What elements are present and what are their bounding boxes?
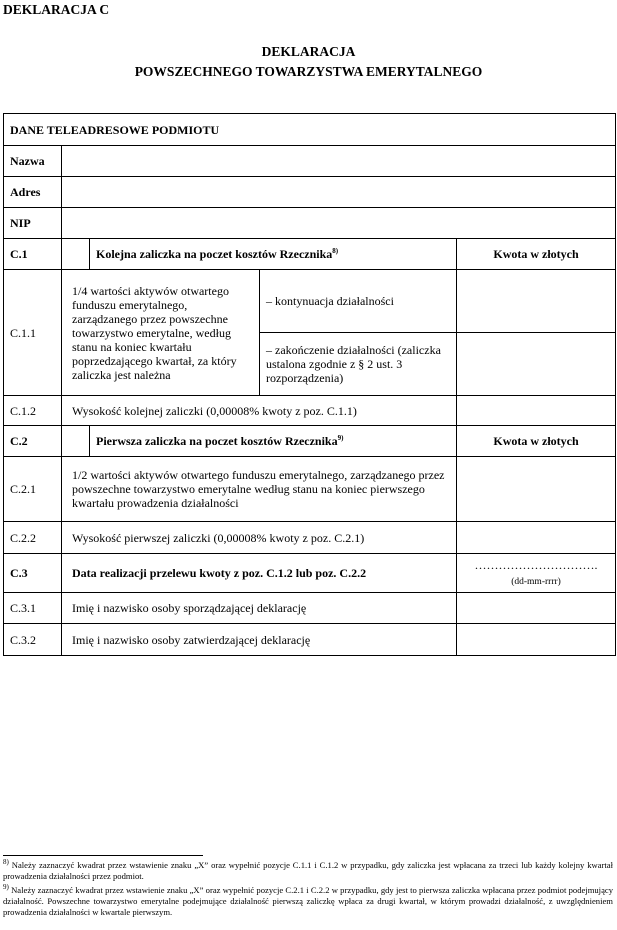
c31-label: Imię i nazwisko osoby sporządzającej deklarację [62,593,457,624]
c21-amount[interactable] [457,457,616,522]
c2-header-row [4,426,616,457]
name-field[interactable] [62,146,616,177]
c1-footnote-mark: 8) [332,247,339,255]
c1-title [90,239,457,270]
c1-title-text: Kolejna zaliczka na poczet kosztów Rzecznika [96,247,333,261]
c11-amount-continuation[interactable] [457,270,616,333]
footnote-separator [3,855,203,856]
title-line-1: DEKLARACJA [261,44,356,59]
contact-heading-row [4,114,616,146]
c22-code: C.2.2 [4,522,62,554]
address-label: Adres [4,177,62,208]
c12-code: C.1.2 [4,396,62,426]
footnotes [3,860,613,921]
address-field[interactable] [62,177,616,208]
c2-title-text: Pierwsza zaliczka na poczet kosztów Rzecznika [96,434,338,448]
c21-description: 1/2 wartości aktywów otwartego funduszu emerytalnego, zarządzanego przez powszechne towarzystwo emerytalne według stanu na koniec pierwszego kwartału prowadzenia działalności [62,457,457,522]
nip-row [4,208,616,239]
c3-code: C.3 [4,554,62,593]
c32-field[interactable] [457,624,616,656]
declaration-table [3,113,616,656]
footnote-9 [3,885,613,918]
footnote-9-text: Należy zaznaczyć kwadrat przez wstawienie znaku „X” oraz wypełnić pozycje C.2.1 i C.2.2 w przypadku, gdy jest to pierwsza zaliczka wpłacana przez podmiot podejmujący działalność. Powszechne towarzystwo emerytalne podejmujące działalność pierwszą zaliczkę wpłaca za drugi kwartał, w którym prowadzi działalność, z uwzględnieniem prowadzenia działalności w kwartale pierwszym. [3,885,613,917]
c32-row [4,624,616,656]
name-row [4,146,616,177]
c11-option-continuation: – kontynuacja działalności [260,270,457,333]
c1-header-row [4,239,616,270]
c2-checkbox[interactable] [62,426,90,457]
footnote-8-text: Należy zaznaczyć kwadrat przez wstawienie znaku „X” oraz wypełnić pozycje C.1.1 i C.1.2 w przypadku, gdy zaliczka jest wpłacana za trzeci lub każdy kolejny kwartał prowadzenia działalności przez podmiot. [3,860,613,881]
c2-footnote-mark: 9) [337,434,344,442]
c21-code: C.2.1 [4,457,62,522]
contact-heading: DANE TELEADRESOWE PODMIOTU [4,114,616,146]
c12-label: Wysokość kolejnej zaliczki (0,00008% kwoty z poz. C.1.1) [62,396,457,426]
c3-title: Data realizacji przelewu kwoty z poz. C.1.2 lub poz. C.2.2 [62,554,457,593]
c22-amount[interactable] [457,522,616,554]
c12-amount[interactable] [457,396,616,426]
c3-date-field[interactable] [457,554,616,593]
c12-row [4,396,616,426]
c2-code: C.2 [4,426,62,457]
c3-row [4,554,616,593]
c11-amount-closure[interactable] [457,333,616,396]
c21-row [4,457,616,522]
footnote-8-mark: 8) [3,858,9,867]
address-row [4,177,616,208]
c22-row [4,522,616,554]
c1-checkbox[interactable] [62,239,90,270]
c3-date-hint: (dd-mm-rrrr) [511,576,561,587]
c32-label: Imię i nazwisko osoby zatwierdzającej deklarację [62,624,457,656]
c11-description: 1/4 wartości aktywów otwartego funduszu emerytalnego, zarządzanego przez powszechne towarzystwo emerytalne, według stanu na koniec kwartału poprzedzającego kwartał, za który zaliczka jest należna [62,270,260,396]
nip-label: NIP [4,208,62,239]
c31-field[interactable] [457,593,616,624]
c11-code: C.1.1 [4,270,62,396]
c1-amount-header: Kwota w złotych [457,239,616,270]
c32-code: C.3.2 [4,624,62,656]
c2-title [90,426,457,457]
name-label: Nazwa [4,146,62,177]
form-label: DEKLARACJA C [3,2,110,17]
c11-option-closure: – zakończenie działalności (zaliczka ustalona zgodnie z § 2 ust. 3 rozporządzenia) [260,333,457,396]
footnote-9-mark: 9) [3,883,9,892]
c1-code: C.1 [4,239,62,270]
c22-label: Wysokość pierwszej zaliczki (0,00008% kwoty z poz. C.2.1) [62,522,457,554]
page-title [0,42,617,82]
c2-amount-header: Kwota w złotych [457,426,616,457]
nip-field[interactable] [62,208,616,239]
c31-code: C.3.1 [4,593,62,624]
c11-row-continuation [4,270,616,333]
footnote-8 [3,860,613,882]
c31-row [4,593,616,624]
c3-date-dots: …………………………. [474,557,598,572]
title-line-2: POWSZECHNEGO TOWARZYSTWA EMERYTALNEGO [134,64,483,79]
